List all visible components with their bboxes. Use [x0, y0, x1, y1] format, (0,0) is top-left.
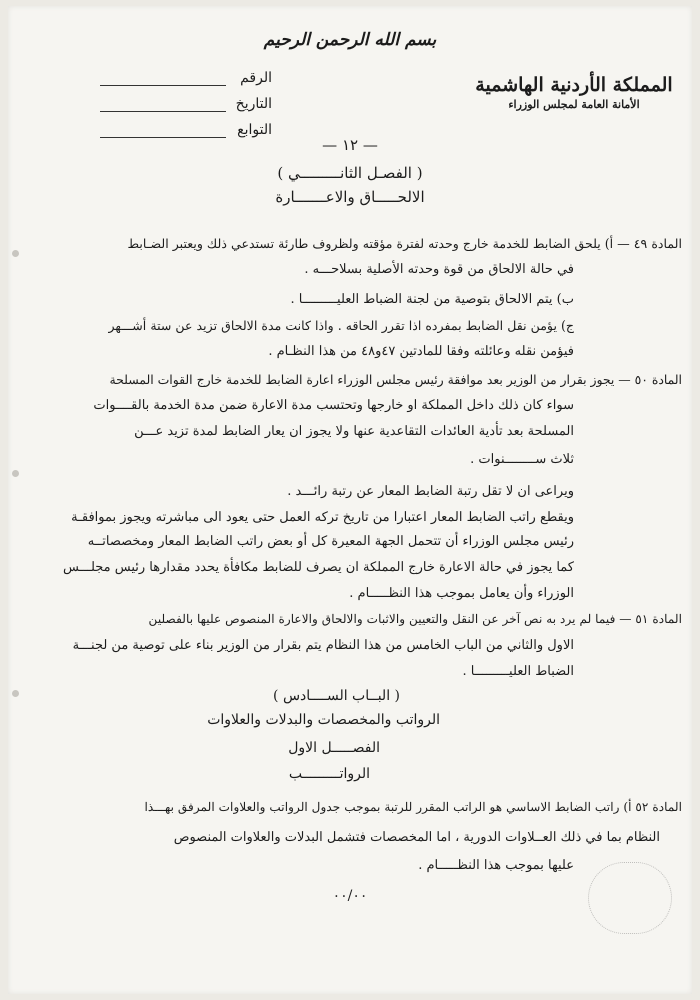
- article-50-line: رئيس مجلس الوزراء أن تتحمل الجهة المعيرة كل أو بعض راتب الضابط المعار ومخصصاتــه: [87, 534, 574, 549]
- chapter-subtitle: الالحـــــاق والاعـــــــارة: [275, 188, 425, 206]
- office-name: الأمانة العامة لمجلس الوزراء: [508, 98, 640, 111]
- article-52-line: عليها بموجب هذا النظـــــام .: [418, 858, 574, 873]
- article-49-line: المادة ٤٩ — أ) يلحق الضابط للخدمة خارج وحدته لفترة مؤقته ولظروف طارئة تستدعي ذلك ويعتبر الضـابط: [127, 236, 682, 251]
- article-50-line: الوزراء وأن يعامل بموجب هذا النظـــــام .: [349, 586, 574, 601]
- article-49-line: في حالة الالحاق من قوة وحدته الأصلية بسلاحـــه .: [304, 262, 574, 277]
- faded-stamp: [588, 862, 672, 934]
- continuation-mark: ٠٠/٠٠: [332, 888, 368, 904]
- article-50-line: كما يجوز في حالة الاعارة خارج المملكة ان يصرف للضابط مكافأة يحدد مقدارها رئيس مجلـــس: [62, 560, 574, 575]
- part-chapter: الفصـــــل الاول: [288, 740, 380, 756]
- document-page: [8, 6, 692, 994]
- part-chapter-title: الرواتـــــــــب: [288, 766, 370, 782]
- basmala: بسم الله الرحمن الرحيم: [263, 30, 437, 50]
- letterhead: [474, 74, 674, 111]
- meta-label: التاريخ: [235, 96, 272, 112]
- article-52-line: النظام بما في ذلك العــلاوات الدورية ، اما المخصصات فتشمل البدلات والعلاوات المنصوص: [173, 830, 660, 845]
- kingdom-name: المملكة الأردنية الهاشمية: [475, 74, 673, 96]
- date-field: [100, 96, 272, 112]
- article-50-line: ويراعى ان لا تقل رتبة الضابط المعار عن رتبة رائـــد .: [287, 484, 574, 499]
- article-49-line: ب) يتم الالحاق بتوصية من لجنة الضباط العليـــــــــا .: [290, 292, 574, 307]
- article-50-line: المسلحة بعد تأدية العائدات التقاعدية عنها ولا يجوز ان يعار الضابط لمدة تزيد عـــن: [134, 424, 574, 439]
- article-51-line: المادة ٥١ — فيما لم يرد به نص آخر عن النقل والتعيين والاثبات والالحاق والاعارة المنصوص عليها بالفصلين: [148, 612, 682, 626]
- page-number: — ١٢ —: [322, 136, 378, 154]
- blank-line: [100, 99, 226, 112]
- article-49-line: فيؤمن نقله وعائلته وفقا للمادتين ٤٧و٤٨ من هذا النظـام .: [268, 344, 574, 359]
- part-title: ( البــاب الســــادس ): [273, 688, 400, 704]
- article-51-line: الضباط العليـــــــــا .: [462, 664, 574, 679]
- article-50-line: ثلاث ســــــــنوات .: [470, 452, 574, 467]
- meta-label: التوابع: [237, 122, 272, 138]
- part-subtitle: الرواتب والمخصصات والبدلات والعلاوات: [207, 712, 440, 728]
- article-50-line: سواء كان ذلك داخل المملكة او خارجها وتحتسب مدة الاعارة ضمن مدة الخدمة بالقــــوات: [93, 398, 574, 413]
- binder-hole: [12, 250, 19, 257]
- binder-hole: [12, 690, 19, 697]
- article-50-line: المادة ٥٠ — يجوز بقرار من الوزير بعد موافقة رئيس مجلس الوزراء اعارة الضابط للخدمة خارج القوات المسلحة: [109, 372, 682, 387]
- article-51-line: الاول والثاني من الباب الخامس من هذا النظام يتم بقرار من الوزير بناء على توصية من لجنـــة: [72, 638, 574, 653]
- article-52-line: المادة ٥٢ أ) راتب الضابط الاساسي هو الراتب المقرر للرتبة بموجب جدول الرواتب والعلاوات المرفق بهـــذا: [144, 800, 682, 814]
- article-49-line: ج) يؤمن نقل الضابط بمفرده اذا تقرر الحاقه . واذا كانت مدة الالحاق تزيد عن ستة أشـــهر: [108, 318, 574, 333]
- meta-label: الرقم: [240, 70, 272, 86]
- binder-hole: [12, 470, 19, 477]
- reference-number-field: [100, 70, 272, 86]
- article-50-line: ويقطع راتب الضابط المعار اعتبارا من تاريخ تركه العمل حتى يعود الى مباشرته ويجوز بموافقـة: [71, 510, 574, 525]
- blank-line: [100, 73, 226, 86]
- chapter-title: ( الفصـل الثانـــــــــي ): [277, 164, 423, 182]
